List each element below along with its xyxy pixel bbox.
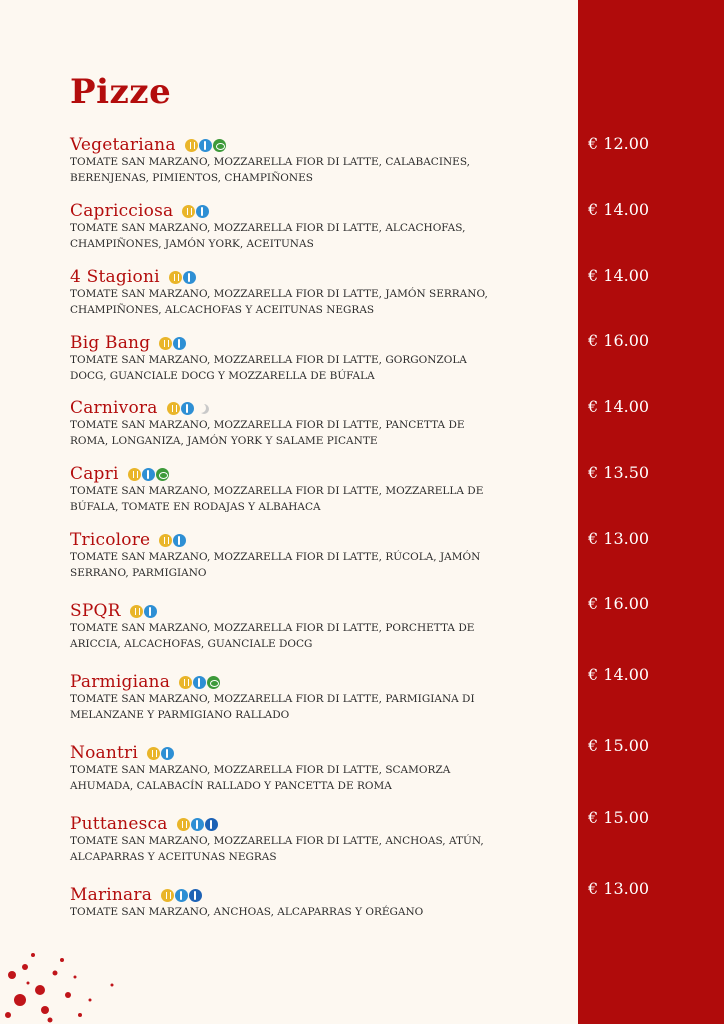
vegetarian-icon: [156, 468, 169, 481]
pizza-ingredients: TOMATE SAN MARZANO, MOZZARELLA FIOR DI LATTE, SCAMORZA AHUMADA, CALABACÍN RALLADO Y PANCETTA DE ROMA: [70, 764, 451, 792]
pizza-name: Capricciosa: [70, 201, 174, 221]
pizza-ingredients: TOMATE SAN MARZANO, MOZZARELLA FIOR DI LATTE, PANCETTA DE ROMA, LONGANIZA, JAMÓN YORK Y SALAME PICANTE: [70, 419, 465, 447]
menu-section-title: Pizze: [70, 72, 172, 112]
pizza-name: Parmigiana: [70, 672, 171, 692]
pizza-name: Big Bang: [70, 333, 151, 353]
gluten-icon: [161, 889, 174, 902]
pizza-name: Capri: [70, 464, 119, 484]
pizza-name: Tricolore: [70, 530, 151, 550]
menu-item: [70, 884, 570, 920]
menu-item: [70, 529, 570, 581]
menu-item: [70, 332, 570, 384]
pizza-price: € 15.00: [588, 808, 650, 827]
gluten-icon: [128, 468, 141, 481]
pizza-ingredients: TOMATE SAN MARZANO, MOZZARELLA FIOR DI LATTE, ALCACHOFAS, CHAMPIÑONES, JAMÓN YORK, ACEITUNAS: [70, 222, 466, 250]
gluten-icon: [169, 271, 182, 284]
pizza-price: € 15.00: [588, 736, 650, 755]
price-column-panel: [578, 0, 724, 1024]
allergen-icons: [159, 534, 187, 547]
allergen-icons: [182, 205, 210, 218]
menu-item-header: [70, 134, 570, 156]
lactose-icon: [191, 818, 204, 831]
allergen-icons: [159, 337, 187, 350]
pizza-ingredients: TOMATE SAN MARZANO, MOZZARELLA FIOR DI LATTE, CALABACINES, BERENJENAS, PIMIENTOS, CHAMPIÑONES: [70, 156, 470, 184]
gluten-icon: [179, 676, 192, 689]
gluten-icon: [177, 818, 190, 831]
menu-item-header: [70, 600, 570, 622]
allergen-icons: [185, 139, 227, 152]
menu-item: [70, 266, 570, 318]
pizza-name: Vegetariana: [70, 135, 176, 155]
menu-item-header: [70, 200, 570, 222]
menu-item-header: [70, 884, 570, 906]
menu-item-header: [70, 529, 570, 551]
menu-item-header: [70, 266, 570, 288]
menu-item: [70, 134, 570, 186]
gluten-icon: [167, 402, 180, 415]
allergen-icons: [161, 889, 203, 902]
allergen-icons: [177, 818, 219, 831]
pizza-ingredients: TOMATE SAN MARZANO, MOZZARELLA FIOR DI LATTE, JAMÓN SERRANO, CHAMPIÑONES, ALCACHOFAS Y ACEITUNAS NEGRAS: [70, 288, 488, 316]
lactose-icon: [181, 402, 194, 415]
allergen-icons: [179, 676, 221, 689]
gluten-icon: [185, 139, 198, 152]
menu-item-header: [70, 397, 570, 419]
pizza-ingredients: TOMATE SAN MARZANO, ANCHOAS, ALCAPARRAS Y ORÉGANO: [70, 906, 424, 918]
pizza-price: € 14.00: [588, 200, 650, 219]
pizza-ingredients: TOMATE SAN MARZANO, MOZZARELLA FIOR DI LATTE, ANCHOAS, ATÚN, ALCAPARRAS Y ACEITUNAS NEGRAS: [70, 835, 484, 863]
pizza-name: Noantri: [70, 743, 138, 763]
allergen-icons: [167, 402, 209, 415]
lactose-icon: [183, 271, 196, 284]
menu-item: [70, 742, 570, 794]
lactose-icon: [193, 676, 206, 689]
pizza-ingredients: TOMATE SAN MARZANO, MOZZARELLA FIOR DI LATTE, MOZZARELLA DE BÚFALA, TOMATE EN RODAJAS Y ALBAHACA: [70, 485, 484, 513]
pizza-price: € 16.00: [588, 331, 650, 350]
pizza-price: € 13.50: [588, 463, 650, 482]
vegetarian-icon: [207, 676, 220, 689]
lactose-icon: [142, 468, 155, 481]
gluten-icon: [130, 605, 143, 618]
menu-item-header: [70, 463, 570, 485]
allergen-icons: [169, 271, 197, 284]
menu-item: [70, 813, 570, 865]
vegetarian-icon: [213, 139, 226, 152]
menu-item-header: [70, 671, 570, 693]
gluten-icon: [147, 747, 160, 760]
sauce-splatter-decoration: [0, 915, 140, 1024]
pizza-price: € 14.00: [588, 266, 650, 285]
pizza-name: SPQR: [70, 601, 121, 621]
menu-item: [70, 397, 570, 449]
lactose-icon: [175, 889, 188, 902]
menu-item-header: [70, 742, 570, 764]
lactose-icon: [199, 139, 212, 152]
menu-item-header: [70, 813, 570, 835]
pizza-name: Marinara: [70, 885, 153, 905]
pizza-price: € 13.00: [588, 529, 650, 548]
spicy-icon: [195, 402, 208, 415]
pizza-name: Puttanesca: [70, 814, 168, 834]
pizza-name: 4 Stagioni: [70, 267, 160, 287]
lactose-icon: [196, 205, 209, 218]
allergen-icons: [128, 468, 170, 481]
fish-icon: [189, 889, 202, 902]
menu-item-header: [70, 332, 570, 354]
pizza-price: € 12.00: [588, 134, 650, 153]
lactose-icon: [161, 747, 174, 760]
lactose-icon: [144, 605, 157, 618]
gluten-icon: [182, 205, 195, 218]
gluten-icon: [159, 337, 172, 350]
pizza-price: € 14.00: [588, 397, 650, 416]
gluten-icon: [159, 534, 172, 547]
pizza-ingredients: TOMATE SAN MARZANO, MOZZARELLA FIOR DI LATTE, GORGONZOLA DOCG, GUANCIALE DOCG Y MOZZARELLA DE BÚFALA: [70, 354, 467, 382]
pizza-ingredients: TOMATE SAN MARZANO, MOZZARELLA FIOR DI LATTE, PORCHETTA DE ARICCIA, ALCACHOFAS, GUANCIALE DOCG: [70, 622, 475, 650]
pizza-ingredients: TOMATE SAN MARZANO, MOZZARELLA FIOR DI LATTE, RÚCOLA, JAMÓN SERRANO, PARMIGIANO: [70, 551, 481, 579]
lactose-icon: [173, 534, 186, 547]
menu-item: [70, 600, 570, 652]
menu-item: [70, 671, 570, 723]
allergen-icons: [130, 605, 158, 618]
fish-icon: [205, 818, 218, 831]
pizza-price: € 13.00: [588, 879, 650, 898]
lactose-icon: [173, 337, 186, 350]
menu-item: [70, 463, 570, 515]
pizza-price: € 14.00: [588, 665, 650, 684]
pizza-name: Carnivora: [70, 398, 158, 418]
pizza-ingredients: TOMATE SAN MARZANO, MOZZARELLA FIOR DI LATTE, PARMIGIANA DI MELANZANE Y PARMIGIANO RALLADO: [70, 693, 475, 721]
pizza-price: € 16.00: [588, 594, 650, 613]
allergen-icons: [147, 747, 175, 760]
menu-item: [70, 200, 570, 252]
